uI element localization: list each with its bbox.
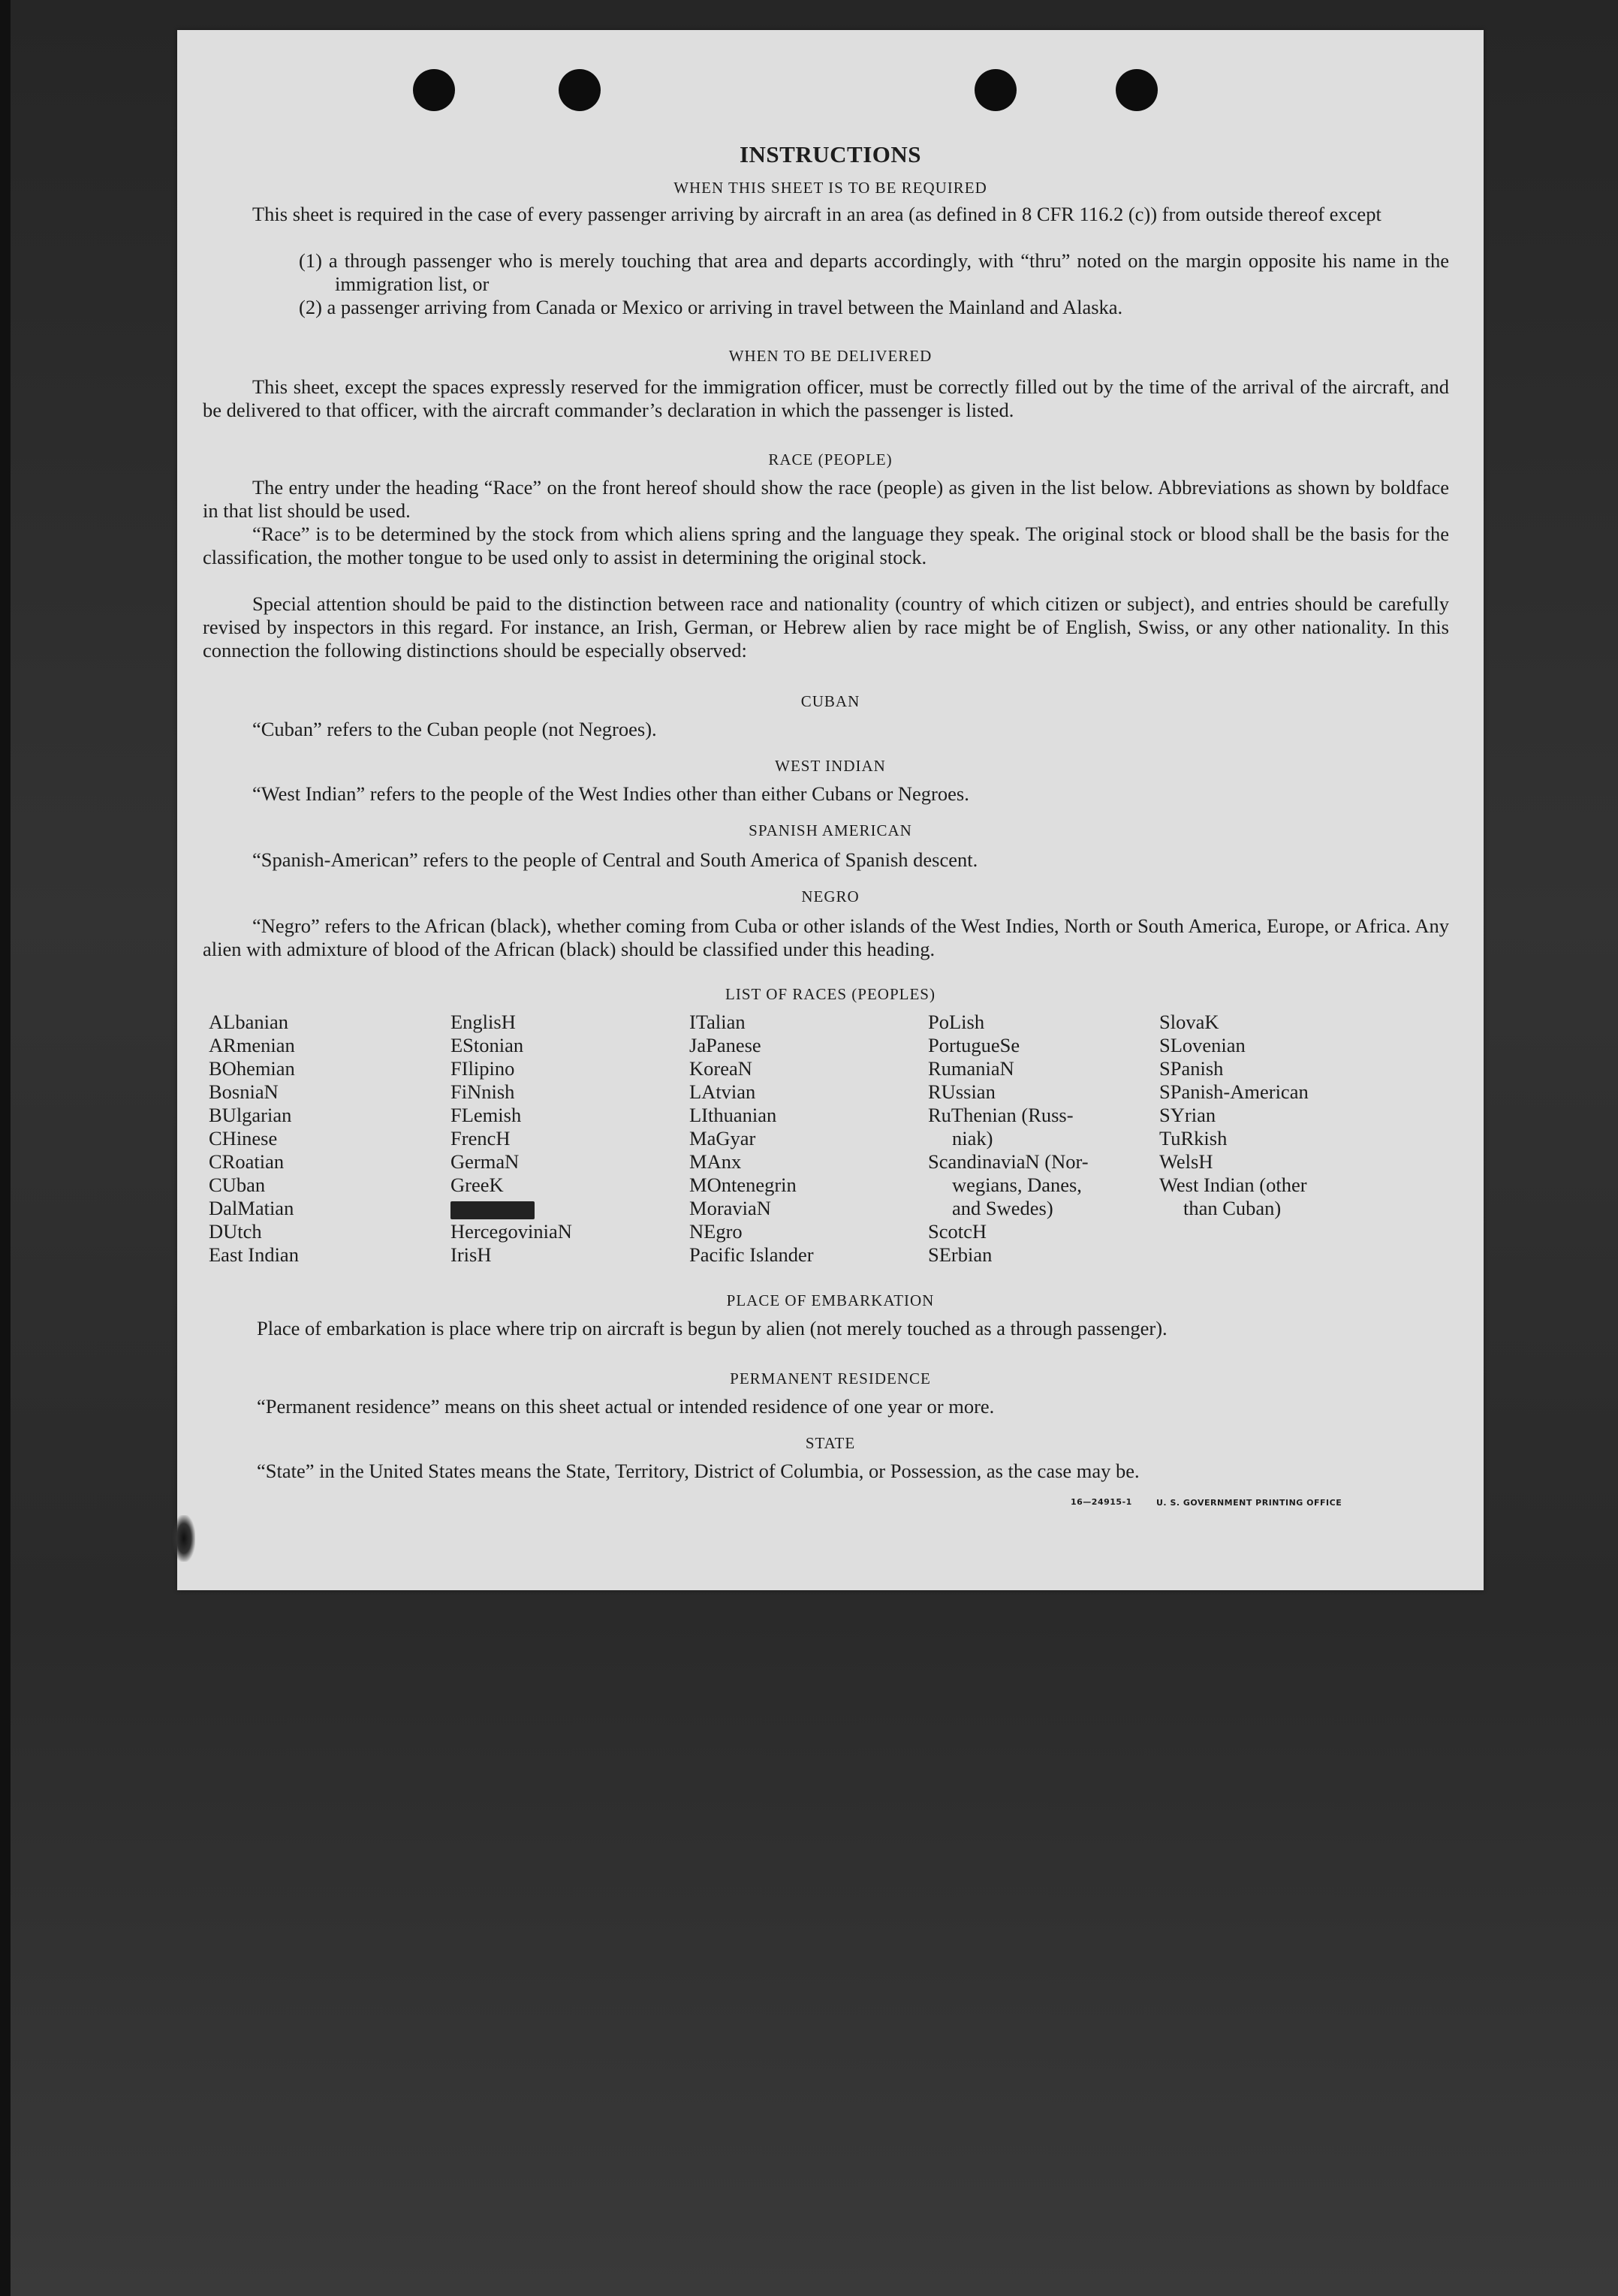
race-entry: PortugueSe (928, 1034, 1020, 1056)
race-entry: CHinese (209, 1127, 278, 1150)
races-column-1 (209, 1011, 299, 1267)
race-entry: MaGyar (689, 1127, 756, 1150)
paragraph-when-required: This sheet is required in the case of every passenger arriving by aircraft in an area (as defined in 8 CFR 116.2 (c)) from outside thereof except (252, 203, 1381, 225)
heading-spanish-american: SPANISH AMERICAN (749, 821, 912, 839)
race-entry: GreeK (450, 1174, 504, 1196)
race-entry: wegians, Danes, (952, 1174, 1082, 1196)
races-column-3 (689, 1011, 814, 1267)
ink-smudge (173, 1515, 195, 1562)
race-entry: NEgro (689, 1220, 743, 1243)
race-entry: EStonian (450, 1034, 524, 1056)
paragraph-race-2: “Race” is to be determined by the stock from which aliens spring and the language they speak. The original stock or blood shall be the basis for the classification, the mother tongue to be used only to assist in determining the original stock. (203, 523, 1449, 568)
heading-when-required: WHEN THIS SHEET IS TO BE REQUIRED (673, 179, 987, 197)
race-entry: niak) (952, 1127, 993, 1150)
race-entry: ARmenian (209, 1034, 295, 1056)
page-title: INSTRUCTIONS (739, 141, 921, 167)
heading-when-delivered: WHEN TO BE DELIVERED (728, 347, 933, 365)
heading-west-indian: WEST INDIAN (775, 757, 886, 775)
race-entry: CUban (209, 1174, 266, 1196)
heading-state: STATE (805, 1434, 856, 1452)
paragraph-state: “State” in the United States means the State, Territory, District of Columbia, or Possession, as the case may be. (257, 1460, 1140, 1482)
paragraph-negro: “Negro” refers to the African (black), whether coming from Cuba or other islands of the West Indies, North or South America, Europe, or Africa. Any alien with admixture of blood of the African (black) should be classified under this heading. (203, 914, 1449, 960)
exception-item-2 (299, 296, 1449, 319)
race-entry: than Cuban) (1183, 1197, 1282, 1219)
race-entry: SErbian (928, 1243, 993, 1266)
races-column-4 (928, 1011, 1089, 1267)
exception-item-1-text: (1) a through passenger who is merely touching that area and departs accordingly, with “thru” noted on the margin opposite his name in the immigration list, or (299, 249, 1449, 295)
punch-hole-icon (559, 69, 601, 111)
paragraph-spanish-american: “Spanish-American” refers to the people of Central and South America of Spanish descent. (252, 848, 978, 871)
race-entry: SPanish-American (1159, 1080, 1309, 1103)
instruction-sheet (177, 30, 1484, 1590)
races-column-5 (1159, 1011, 1309, 1220)
heading-permanent-residence: PERMANENT RESIDENCE (730, 1369, 931, 1388)
race-entry: FiNnish (450, 1080, 515, 1103)
race-entry: MOntenegrin (689, 1174, 797, 1196)
film-edge (0, 0, 11, 2296)
race-entry: ITalian (689, 1011, 746, 1033)
race-entry: ScotcH (928, 1220, 987, 1243)
form-number: 16—24915-1 (1071, 1497, 1132, 1507)
punch-hole-icon (1116, 69, 1158, 111)
race-entry: RuThenian (Russ- (928, 1104, 1074, 1126)
race-entry: West Indian (other (1159, 1174, 1307, 1196)
exception-item-1 (299, 249, 1449, 296)
race-entry: CRoatian (209, 1150, 285, 1173)
redaction-mark (450, 1201, 535, 1219)
race-entry: SLovenian (1159, 1034, 1246, 1056)
race-entry: MAnx (689, 1150, 742, 1173)
race-entry: RUssian (928, 1080, 996, 1103)
race-entry: Pacific Islander (689, 1243, 814, 1266)
printer-imprint: U. S. GOVERNMENT PRINTING OFFICE (1156, 1498, 1342, 1508)
race-entry: FIlipino (450, 1057, 515, 1080)
race-entry: BosniaN (209, 1080, 279, 1103)
paragraph-when-delivered: This sheet, except the spaces expressly reserved for the immigration officer, must be correctly filled out by the time of the arrival of the aircraft, and be delivered to that officer, with the aircraft commander’s declaration in which the passenger is listed. (203, 375, 1449, 421)
heading-list-of-races: LIST OF RACES (PEOPLES) (725, 985, 936, 1003)
race-entry: ALbanian (209, 1011, 288, 1033)
race-entry: JaPanese (689, 1034, 761, 1056)
race-entry: and Swedes) (952, 1197, 1053, 1219)
paragraph-permanent-residence: “Permanent residence” means on this sheet actual or intended residence of one year or more. (257, 1395, 995, 1418)
race-entry: LIthuanian (689, 1104, 777, 1126)
redacted-entry (450, 1197, 572, 1220)
paragraph-race-1: The entry under the heading “Race” on the front hereof should show the race (people) as given in the list below. Abbreviations as shown by boldface in that list should be used. (203, 476, 1449, 522)
heading-negro: NEGRO (801, 887, 860, 905)
race-entry: KoreaN (689, 1057, 752, 1080)
punch-hole-icon (413, 69, 455, 111)
paragraph-west-indian: “West Indian” refers to the people of the West Indies other than either Cubans or Negroes. (252, 782, 969, 805)
race-entry: RumaniaN (928, 1057, 1014, 1080)
race-entry: GermaN (450, 1150, 520, 1173)
race-entry: BUlgarian (209, 1104, 292, 1126)
paragraph-cuban: “Cuban” refers to the Cuban people (not Negroes). (252, 718, 657, 740)
race-entry: SlovaK (1159, 1011, 1219, 1033)
punch-hole-icon (975, 69, 1017, 111)
race-entry: ScandinaviaN (Nor- (928, 1150, 1089, 1173)
race-entry: FLemish (450, 1104, 522, 1126)
heading-embarkation: PLACE OF EMBARKATION (726, 1291, 935, 1309)
heading-cuban: CUBAN (800, 692, 860, 710)
race-entry: BOhemian (209, 1057, 295, 1080)
race-entry: TuRkish (1159, 1127, 1228, 1150)
paragraph-embarkation: Place of embarkation is place where trip on aircraft is begun by alien (not merely touched as a through passenger). (257, 1317, 1168, 1339)
race-entry: IrisH (450, 1243, 492, 1266)
race-entry: WelsH (1159, 1150, 1213, 1173)
race-entry: DalMatian (209, 1197, 294, 1219)
race-entry: SYrian (1159, 1104, 1216, 1126)
race-entry: PoLish (928, 1011, 985, 1033)
race-entry: LAtvian (689, 1080, 756, 1103)
exception-item-2-text: (2) a passenger arriving from Canada or Mexico or arriving in travel between the Mainland and Alaska. (299, 296, 1123, 318)
race-entry: FrencH (450, 1127, 511, 1150)
race-entry: East Indian (209, 1243, 299, 1266)
race-entry: HercegoviniaN (450, 1220, 572, 1243)
paragraph-race-3: Special attention should be paid to the distinction between race and nationality (country of which citizen or subject), and entries should be carefully revised by inspectors in this regard. For instance, an Irish, German, or Hebrew alien by race might be of English, Swiss, or any other nationality. In this connection the following distinctions should be especially observed: (203, 592, 1449, 661)
race-entry: DUtch (209, 1220, 262, 1243)
race-entry: MoraviaN (689, 1197, 771, 1219)
race-entry: EnglisH (450, 1011, 516, 1033)
race-entry: SPanish (1159, 1057, 1224, 1080)
races-column-2 (450, 1011, 572, 1267)
heading-race: RACE (PEOPLE) (768, 450, 893, 469)
